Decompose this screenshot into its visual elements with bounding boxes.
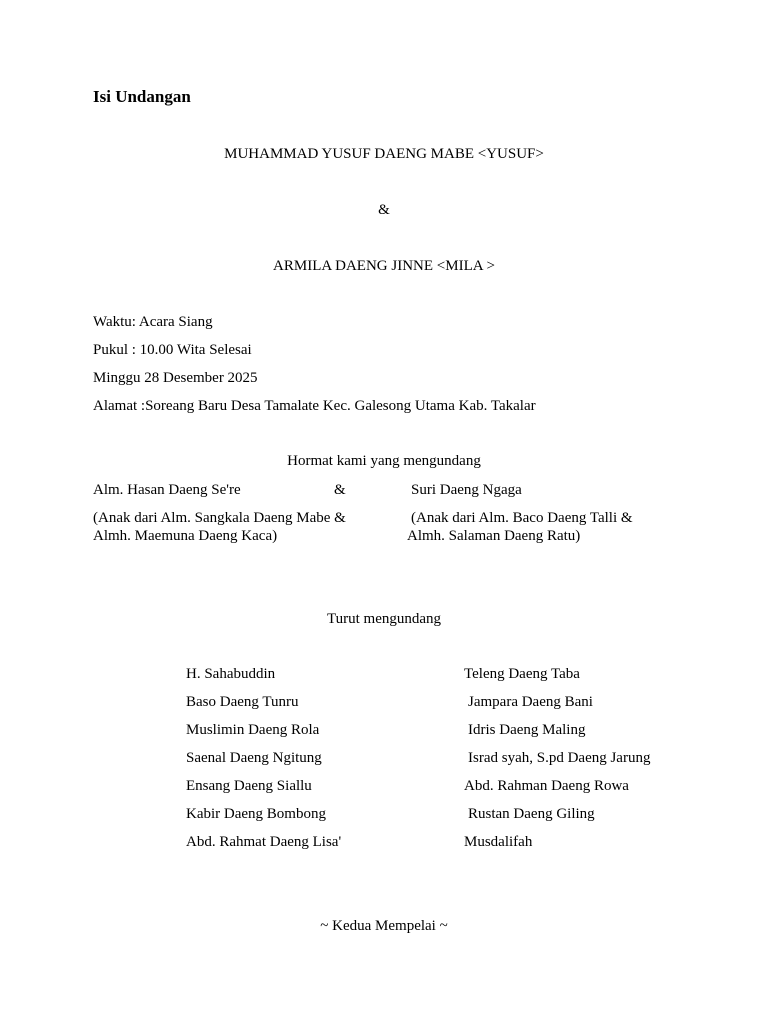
closing-signature: ~ Kedua Mempelai ~ bbox=[320, 918, 448, 934]
co-host-right: Jampara Daeng Bani bbox=[468, 694, 593, 710]
co-hosts-heading: Turut mengundang bbox=[326, 611, 442, 627]
co-host-right: Musdalifah bbox=[464, 834, 533, 850]
co-host-left: Ensang Daeng Siallu bbox=[186, 778, 312, 794]
host-father: Alm. Hasan Daeng Se're bbox=[93, 482, 241, 498]
host-mother: Suri Daeng Ngaga bbox=[411, 482, 522, 498]
event-time: Waktu: Acara Siang bbox=[93, 314, 213, 330]
host-father-parents-2: Almh. Maemuna Daeng Kaca) bbox=[93, 528, 278, 544]
co-host-left: Kabir Daeng Bombong bbox=[186, 806, 326, 822]
co-host-left: Baso Daeng Tunru bbox=[186, 694, 299, 710]
co-host-right: Idris Daeng Maling bbox=[468, 722, 586, 738]
co-host-right: Rustan Daeng Giling bbox=[468, 806, 595, 822]
co-host-right: Abd. Rahman Daeng Rowa bbox=[464, 778, 629, 794]
co-host-right: Israd syah, S.pd Daeng Jarung bbox=[468, 750, 651, 766]
host-father-parents-1: (Anak dari Alm. Sangkala Daeng Mabe & bbox=[93, 510, 346, 526]
co-host-right: Teleng Daeng Taba bbox=[464, 666, 580, 682]
hosts-heading: Hormat kami yang mengundang bbox=[287, 453, 481, 469]
event-hour: Pukul : 10.00 Wita Selesai bbox=[93, 342, 252, 358]
event-address: Alamat :Soreang Baru Desa Tamalate Kec. Galesong Utama Kab. Takalar bbox=[93, 398, 536, 414]
co-host-left: Abd. Rahmat Daeng Lisa' bbox=[186, 834, 342, 850]
groom-name: MUHAMMAD YUSUF DAENG MABE <YUSUF> bbox=[224, 146, 544, 162]
host-mother-parents-1: (Anak dari Alm. Baco Daeng Talli & bbox=[411, 510, 633, 526]
host-mother-parents-2: Almh. Salaman Daeng Ratu) bbox=[407, 528, 581, 544]
co-host-left: Saenal Daeng Ngitung bbox=[186, 750, 322, 766]
bride-name: ARMILA DAENG JINNE <MILA > bbox=[273, 258, 495, 274]
event-date: Minggu 28 Desember 2025 bbox=[93, 370, 258, 386]
co-host-left: H. Sahabuddin bbox=[186, 666, 276, 682]
ampersand: & bbox=[378, 202, 390, 218]
document-title: Isi Undangan bbox=[93, 87, 191, 106]
hosts-ampersand: & bbox=[334, 482, 346, 498]
co-host-left: Muslimin Daeng Rola bbox=[186, 722, 320, 738]
